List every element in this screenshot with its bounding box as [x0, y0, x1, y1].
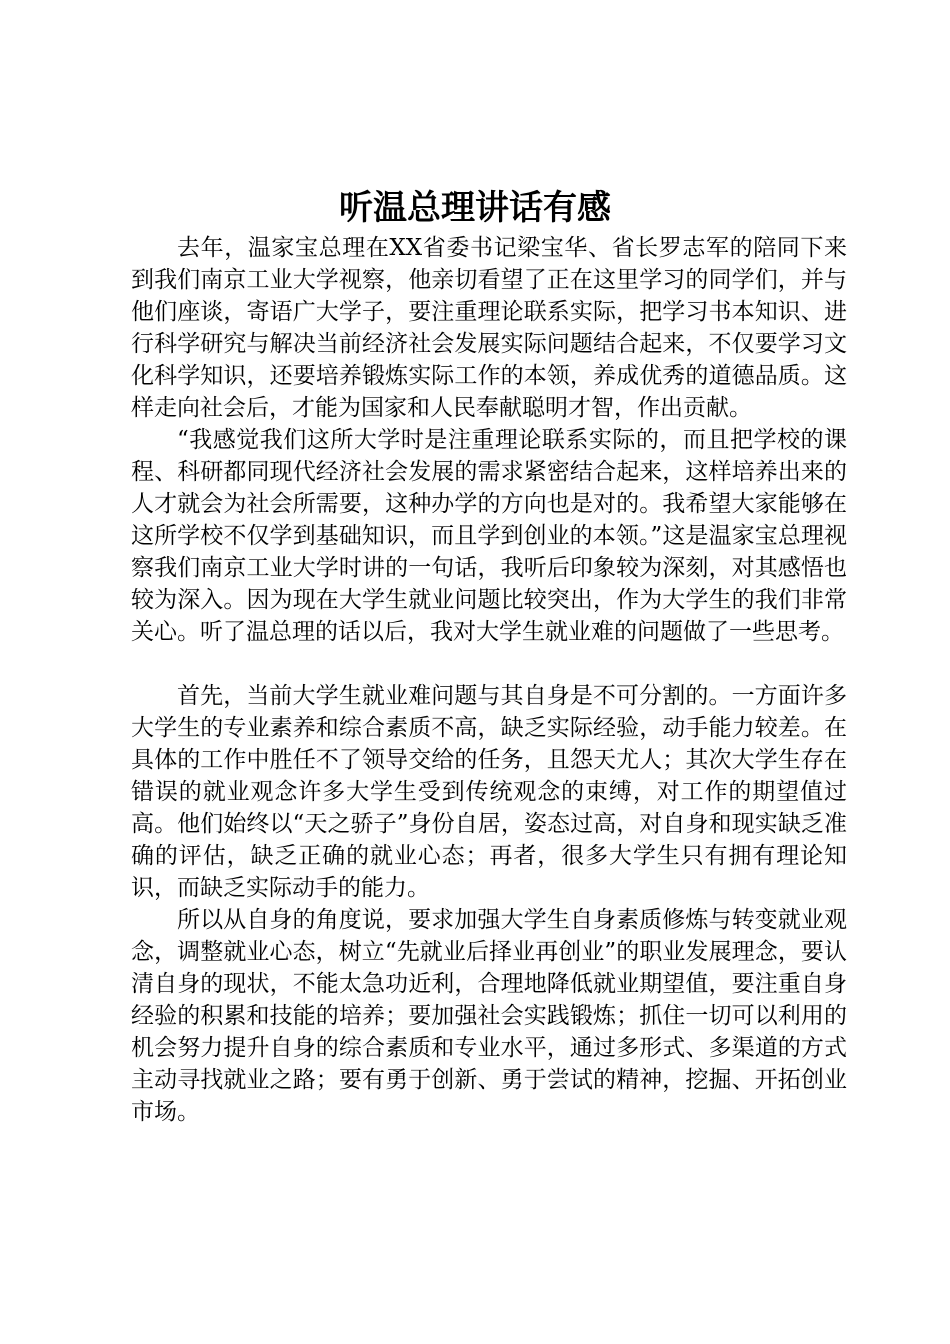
paragraph-4: 所以从自身的角度说，要求加强大学生自身素质修炼与转变就业观念，调整就业心态，树立“先就业后择业再创业”的职业发展理念，要认清自身的现状，不能太急功近利，合理地降低就业期望值，要注重自身经验的积累和技能的培养；要加强社会实践锻炼；抓住一切可以利用的机会努力提升自身的综合素质和专业水平，通过多形式、多渠道的方式主动寻找就业之路；要有勇于创新、勇于尝试的精神，挖掘、开拓创业市场。 — [131, 907, 847, 1125]
paragraph-1: 去年，温家宝总理在XX省委书记梁宝华、省长罗志军的陪同下来到我们南京工业大学视察，他亲切看望了正在这里学习的同学们，并与他们座谈，寄语广大学子，要注重理论联系实际，把学习书本知识、进行科学研究与解决当前经济社会发展实际问题结合起来，不仅要学习文化科学知识，还要培养锻炼实际工作的本领，养成优秀的道德品质。这样走向社会后，才能为国家和人民奉献聪明才智，作出贡献。 — [131, 235, 847, 421]
paragraph-3: 首先，当前大学生就业难问题与其自身是不可分割的。一方面许多大学生的专业素养和综合素质不高，缺乏实际经验，动手能力较差。在具体的工作中胜任不了领导交给的任务，且怨天尤人；其次大学生存在错误的就业观念许多大学生受到传统观念的束缚，对工作的期望值过高。他们始终以“天之骄子”身份自居，姿态过高，对自身和现实缺乏准确的评估，缺乏正确的就业心态；再者，很多大学生只有拥有理论知识，而缺乏实际动手的能力。 — [131, 683, 847, 901]
document-title: 听温总理讲话有感 — [339, 188, 611, 228]
paragraph-2: “我感觉我们这所大学时是注重理论联系实际的，而且把学校的课程、科研都同现代经济社会发展的需求紧密结合起来，这样培养出来的人才就会为社会所需要，这种办学的方向也是对的。我希望大家能够在这所学校不仅学到基础知识，而且学到创业的本领。”这是温家宝总理视察我们南京工业大学时讲的一句话，我听后印象较为深刻，对其感悟也较为深入。因为现在大学生就业问题比较突出，作为大学生的我们非常关心。听了温总理的话以后，我对大学生就业难的问题做了一些思考。 — [131, 427, 847, 645]
document-body — [131, 232, 847, 1128]
